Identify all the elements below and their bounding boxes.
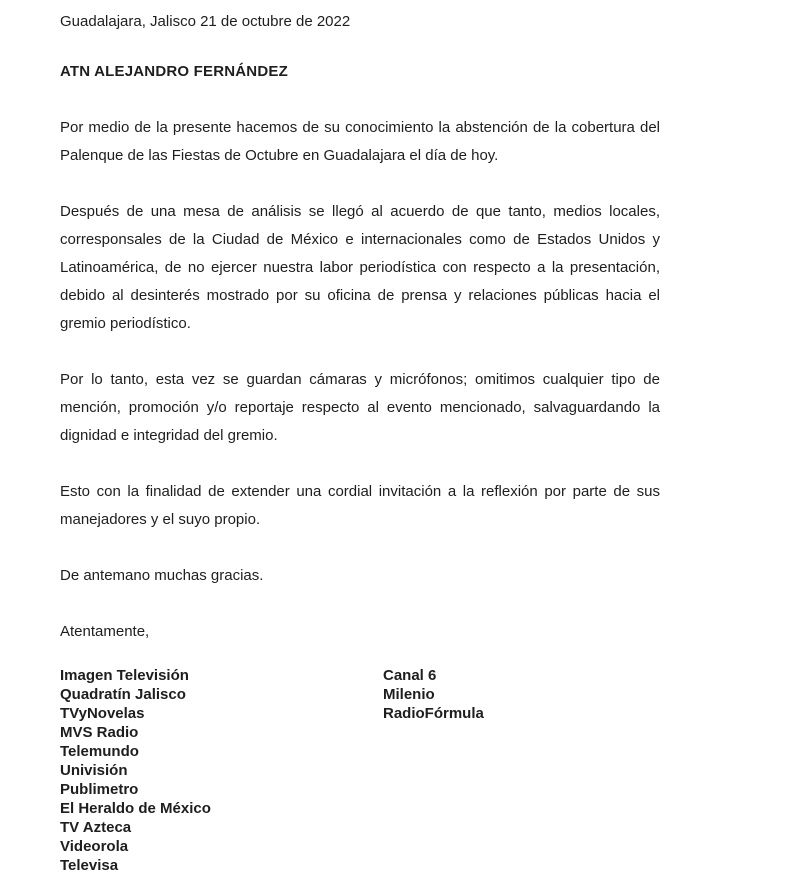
signatory-name: Videorola [60,838,129,855]
signatory-name: Telemundo [60,743,139,760]
signatory-name: Canal 6 [383,667,437,684]
signatory-name: Quadratín Jalisco [60,686,186,703]
signatory-name: Publimetro [60,781,139,798]
signatory-name: TVyNovelas [60,705,145,722]
paragraph-reflection-invitation: Esto con la finalidad de extender una cordial invitación a la reflexión por parte de sus manejadores y el suyo propio. [60,483,660,528]
signatory-name: Televisa [60,857,119,874]
thanks-line: De antemano muchas gracias. [60,567,264,584]
signatory-name: Imagen Televisión [60,667,189,684]
date-line: Guadalajara, Jalisco 21 de octubre de 2022 [60,13,351,30]
signatory-name: RadioFórmula [383,705,484,722]
signatory-column-right [383,666,660,875]
paragraph-media-agreement: Después de una mesa de análisis se llegó al acuerdo de que tanto, medios locales, corresponsales de la Ciudad de México e internacionales como de Estados Unidos y Latinoamérica, de no ejercer nuestra labor periodística con respecto a la presentación, debido al desinterés mostrado por su oficina de prensa y relaciones públicas hacia el gremio periodístico. [60,203,660,332]
signatory-name: TV Azteca [60,819,132,836]
signatory-name: MVS Radio [60,724,139,741]
closing-line: Atentamente, [60,623,150,640]
signatory-name: Univisión [60,762,128,779]
paragraph-coverage-abstention: Por medio de la presente hacemos de su conocimiento la abstención de la cobertura del Palenque de las Fiestas de Octubre en Guadalajara el día de hoy. [60,119,660,164]
recipient-line: ATN ALEJANDRO FERNÁNDEZ [60,63,288,80]
paragraph-cameras-silenced: Por lo tanto, esta vez se guardan cámaras y micrófonos; omitimos cualquier tipo de mención, promoción y/o reportaje respecto al evento mencionado, salvaguardando la dignidad e integridad del gremio. [60,371,660,444]
signatory-name: Milenio [383,686,435,703]
signatory-name: El Heraldo de México [60,800,211,817]
signatory-column-left [60,666,383,875]
signatory-list [60,666,660,875]
